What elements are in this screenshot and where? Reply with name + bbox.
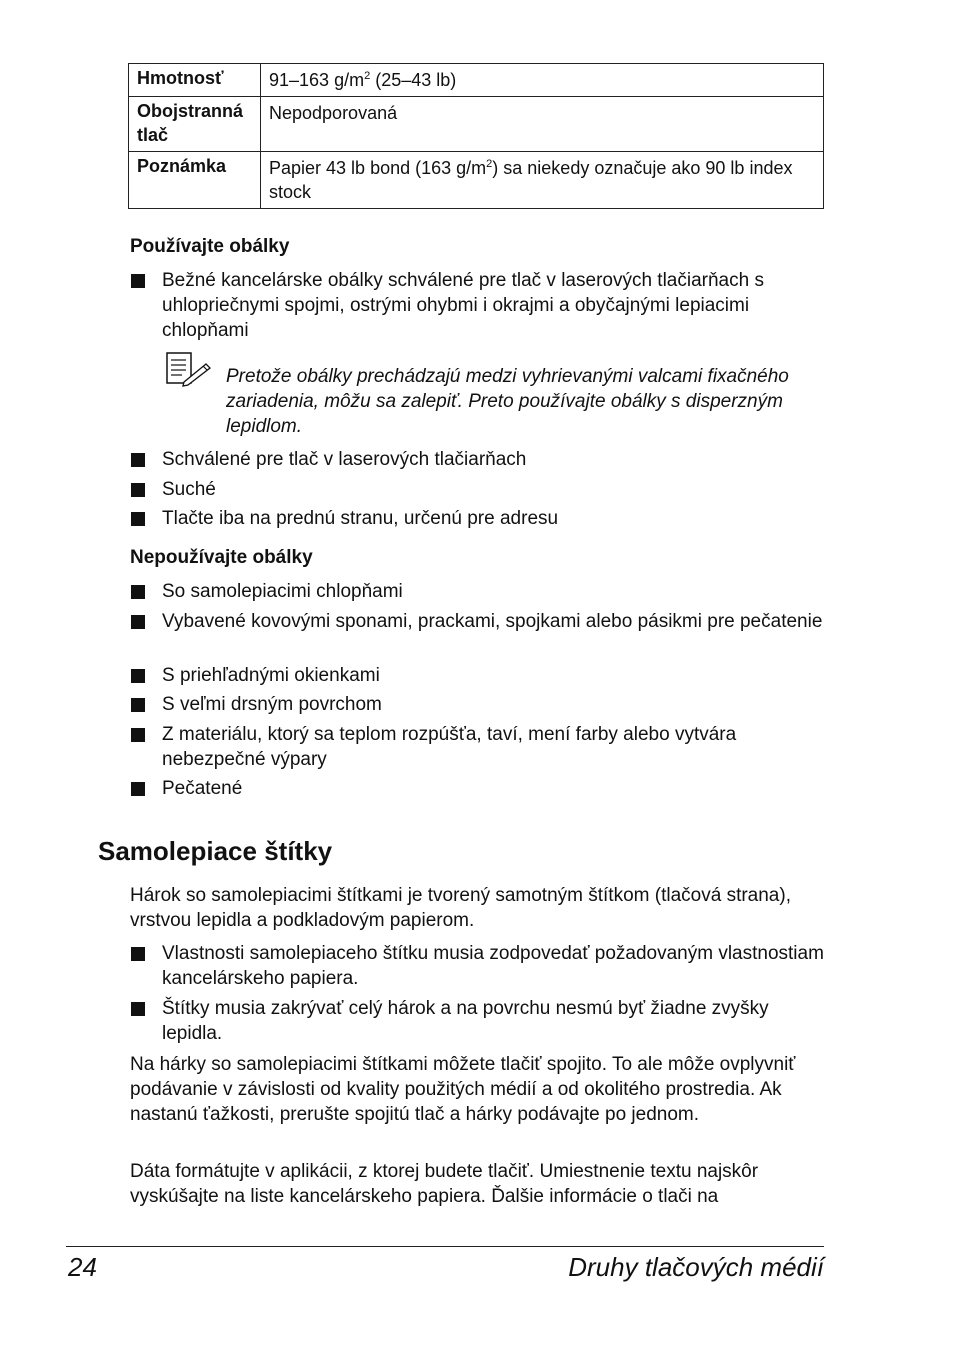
footer-divider — [66, 1246, 824, 1247]
table-value: Papier 43 lb bond (163 $g/m^2$) sa niekedy označuje ako 90 lb index stock — [261, 152, 824, 209]
note-pencil-icon — [166, 352, 212, 394]
footer-chapter-title: Druhy tlačových médií — [568, 1252, 824, 1282]
bullet-icon — [131, 274, 145, 288]
labels-intro: Hárok so samolepiacimi štítkami je tvorený samotným štítkom (tlačová strana), vrstvou lepidla a podkladovým papierom. — [130, 885, 791, 931]
bullet-icon — [131, 585, 145, 599]
table-key: Obojstranná tlač — [129, 97, 261, 152]
page-number: 24 — [68, 1252, 97, 1282]
table-value: 91–163 $g/m^2$ (25–43 lb) — [261, 64, 824, 97]
labels-paragraph: Dáta formátujte v aplikácii, z ktorej budete tlačiť. Umiestnenie textu najskôr vyskúšajte na liste kancelárskeho papiera. Ďalšie informácie o tlači na — [130, 1161, 759, 1207]
list-item: S priehľadnými okienkami — [162, 665, 380, 686]
list-item: Suché — [162, 479, 216, 500]
list-item: So samolepiacimi chlopňami — [162, 581, 403, 602]
note-text: Pretože obálky prechádzajú medzi vyhrievanými valcami fixačného zariadenia, môžu sa zalepiť. Preto používajte obálky s disperzným lepidlom. — [226, 366, 789, 437]
bullet-icon — [131, 669, 145, 683]
bullet-icon — [131, 947, 145, 961]
table-row — [129, 64, 824, 97]
list-item: Z materiálu, ktorý sa teplom rozpúšťa, taví, mení farby alebo vytvára nebezpečné výpary — [162, 724, 737, 770]
use-envelopes-heading: Používajte obálky — [130, 236, 290, 257]
bullet-icon — [131, 698, 145, 712]
bullet-icon — [131, 483, 145, 497]
bullet-icon — [131, 453, 145, 467]
table-row — [129, 97, 824, 152]
table-row — [129, 152, 824, 209]
avoid-envelopes-heading: Nepoužívajte obálky — [130, 547, 313, 568]
bullet-icon — [131, 1002, 145, 1016]
list-item: Štítky musia zakrývať celý hárok a na povrchu nesmú byť žiadne zvyšky lepidla. — [162, 998, 769, 1044]
table-key: Poznámka — [129, 152, 261, 209]
list-item: Schválené pre tlač v laserových tlačiarňach — [162, 449, 527, 470]
table-value: Nepodporovaná — [261, 97, 824, 152]
list-item: Vybavené kovovými sponami, prackami, spojkami alebo pásikmi pre pečatenie — [162, 611, 823, 632]
list-item: Bežné kancelárske obálky schválené pre tlač v laserových tlačiarňach s uhlopriečnymi spojmi, ostrými ohybmi i okrajmi a obyčajnými lepiacimi chlopňami — [162, 270, 764, 341]
bullet-icon — [131, 782, 145, 796]
bullet-icon — [131, 728, 145, 742]
media-spec-table — [128, 63, 824, 209]
list-item: Tlačte iba na prednú stranu, určenú pre adresu — [162, 508, 559, 529]
bullet-icon — [131, 512, 145, 526]
bullet-icon — [131, 615, 145, 629]
labels-paragraph: Na hárky so samolepiacimi štítkami môžete tlačiť spojito. To ale môže ovplyvniť podávanie v závislosti od kvality použitých médií a od okolitého prostredia. Ak nastanú ťažkosti, prerušte spojitú tlač a hárky podávajte po jednom. — [130, 1054, 796, 1125]
list-item: Pečatené — [162, 778, 243, 799]
table-key: Hmotnosť — [129, 64, 261, 97]
list-item: S veľmi drsným povrchom — [162, 694, 382, 715]
list-item: Vlastnosti samolepiaceho štítku musia zodpovedať požadovaným vlastnostiam kancelárskeho papiera. — [162, 943, 824, 989]
section-title: Samolepiace štítky — [98, 836, 333, 866]
